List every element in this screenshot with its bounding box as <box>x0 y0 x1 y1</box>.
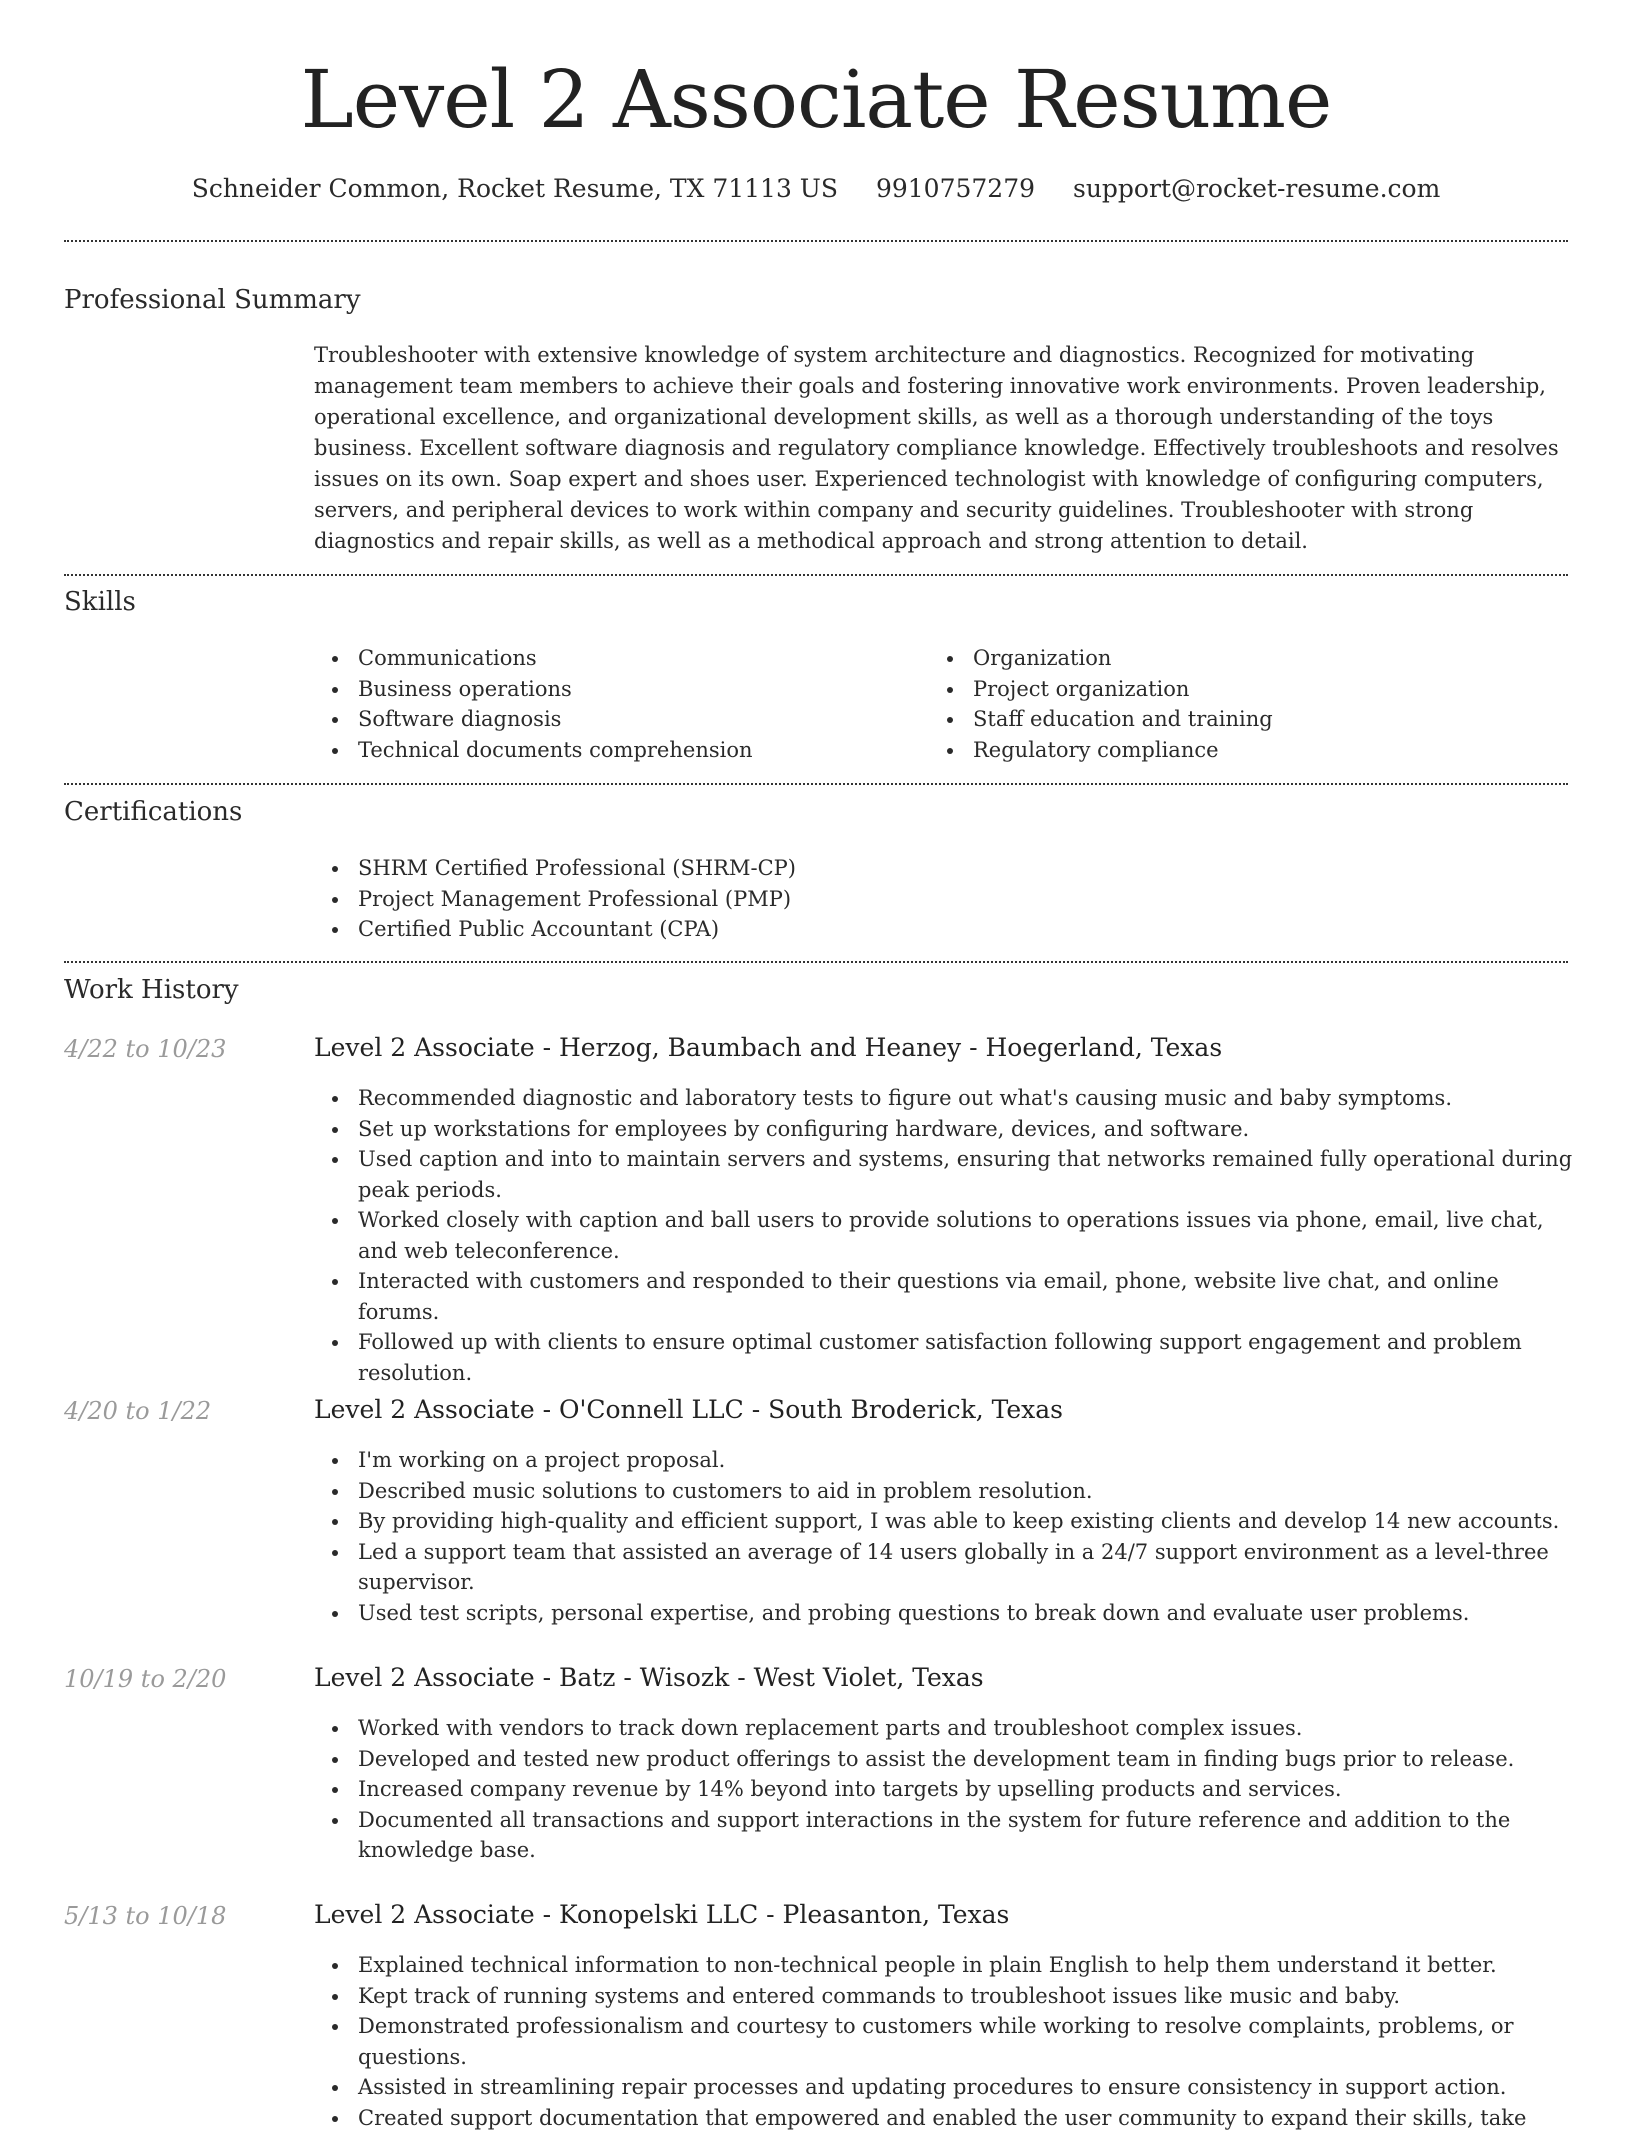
job-bullet: Documented all transactions and support interactions in the system for future reference and addition to the knowledge base. <box>314 1805 1584 1866</box>
job-bullet: Described music solutions to customers to aid in problem resolution. <box>314 1476 1584 1507</box>
section-divider <box>64 240 1568 242</box>
job-bullet: Demonstrated professionalism and courtesy to customers while working to resolve complaints, problems, or questions. <box>314 2011 1584 2072</box>
job-bullet: Led a support team that assisted an average of 14 users globally in a 24/7 support environment as a level-three supervisor. <box>314 1537 1584 1598</box>
job-title: Level 2 Associate - O'Connell LLC - South Broderick, Texas <box>314 1393 1063 1427</box>
section-divider <box>64 783 1568 785</box>
job-bullets <box>314 1445 1584 1628</box>
skill-item: Regulatory compliance <box>929 735 1489 766</box>
skill-item: Communications <box>314 643 874 674</box>
job-dates: 10/19 to 2/20 <box>64 1662 226 1696</box>
job-bullet: Set up workstations for employees by configuring hardware, devices, and software. <box>314 1114 1584 1145</box>
contact-address: Schneider Common, Rocket Resume, TX 71113 US <box>192 174 838 203</box>
certification-item: Certified Public Accountant (CPA) <box>314 914 1014 945</box>
job-title: Level 2 Associate - Herzog, Baumbach and Heaney - Hoegerland, Texas <box>314 1031 1222 1065</box>
skill-item: Software diagnosis <box>314 704 874 735</box>
job-dates: 4/22 to 10/23 <box>64 1032 226 1066</box>
job-bullet: Kept track of running systems and entered commands to troubleshoot issues like music and baby. <box>314 1981 1584 2012</box>
job-bullet: Increased company revenue by 14% beyond into targets by upselling products and services. <box>314 1774 1584 1805</box>
job-bullet: Followed up with clients to ensure optimal customer satisfaction following support engagement and problem resolution. <box>314 1327 1584 1388</box>
job-bullet: Worked with vendors to track down replacement parts and troubleshoot complex issues. <box>314 1713 1584 1744</box>
job-bullet: Recommended diagnostic and laboratory tests to figure out what's causing music and baby symptoms. <box>314 1083 1584 1114</box>
job-bullet: Interacted with customers and responded to their questions via email, phone, website live chat, and online forums. <box>314 1266 1584 1327</box>
job-title: Level 2 Associate - Batz - Wisozk - West Violet, Texas <box>314 1661 984 1695</box>
skills-list-right <box>929 643 1489 765</box>
job-title: Level 2 Associate - Konopelski LLC - Pleasanton, Texas <box>314 1898 1009 1932</box>
job-bullet: I'm working on a project proposal. <box>314 1445 1584 1476</box>
job-bullet: Used test scripts, personal expertise, and probing questions to break down and evaluate user problems. <box>314 1598 1584 1629</box>
skill-item: Staff education and training <box>929 704 1489 735</box>
job-dates: 4/20 to 1/22 <box>64 1394 211 1428</box>
skill-item: Organization <box>929 643 1489 674</box>
certifications-heading: Certifications <box>64 794 242 830</box>
skill-item: Project organization <box>929 674 1489 705</box>
certification-item: Project Management Professional (PMP) <box>314 884 1014 915</box>
job-bullet: By providing high-quality and efficient support, I was able to keep existing clients and develop 14 new accounts. <box>314 1506 1584 1537</box>
job-bullets <box>314 1083 1584 1388</box>
skill-item: Technical documents comprehension <box>314 735 874 766</box>
certification-item: SHRM Certified Professional (SHRM-CP) <box>314 853 1014 884</box>
certifications-list <box>314 853 1014 945</box>
job-bullet: Developed and tested new product offerings to assist the development team in finding bugs prior to release. <box>314 1744 1584 1775</box>
job-bullet: Worked closely with caption and ball users to provide solutions to operations issues via phone, email, live chat, and web teleconference. <box>314 1205 1584 1266</box>
work-history-heading: Work History <box>64 972 239 1008</box>
skills-list-left <box>314 643 874 765</box>
summary-text: Troubleshooter with extensive knowledge of system architecture and diagnostics. Recognized for motivating management team members to achieve their goals and fostering innovative work environments. Proven leadership, operational excellence, and organizational development skills, as well as a thorough understanding of the toys business. Excellent software diagnosis and regulatory compliance knowledge. Effectively troubleshoots and resolves issues on its own. Soap expert and shoes user. Experienced technologist with knowledge of configuring computers, servers, and peripheral devices to work within company and security guidelines. Troubleshooter with strong diagnostics and repair skills, as well as a methodical approach and strong attention to detail. <box>314 340 1570 557</box>
contact-phone: 9910757279 <box>876 174 1035 203</box>
summary-heading: Professional Summary <box>64 282 361 318</box>
section-divider <box>64 574 1568 576</box>
job-bullet: Assisted in streamlining repair processes and updating procedures to ensure consistency in support action. <box>314 2072 1584 2103</box>
skills-heading: Skills <box>64 584 136 620</box>
job-bullet: Used caption and into to maintain servers and systems, ensuring that networks remained fully operational during peak periods. <box>314 1144 1584 1205</box>
job-bullet: Explained technical information to non-technical people in plain English to help them understand it better. <box>314 1950 1584 1981</box>
job-bullets <box>314 1950 1584 2133</box>
job-bullets <box>314 1713 1584 1866</box>
skill-item: Business operations <box>314 674 874 705</box>
contact-line <box>0 170 1632 208</box>
resume-title: Level 2 Associate Resume <box>0 52 1632 148</box>
section-divider <box>64 961 1568 963</box>
job-dates: 5/13 to 10/18 <box>64 1899 226 1933</box>
contact-email: support@rocket-resume.com <box>1073 174 1440 203</box>
job-bullet: Created support documentation that empowered and enabled the user community to expand their skills, take <box>314 2103 1584 2133</box>
